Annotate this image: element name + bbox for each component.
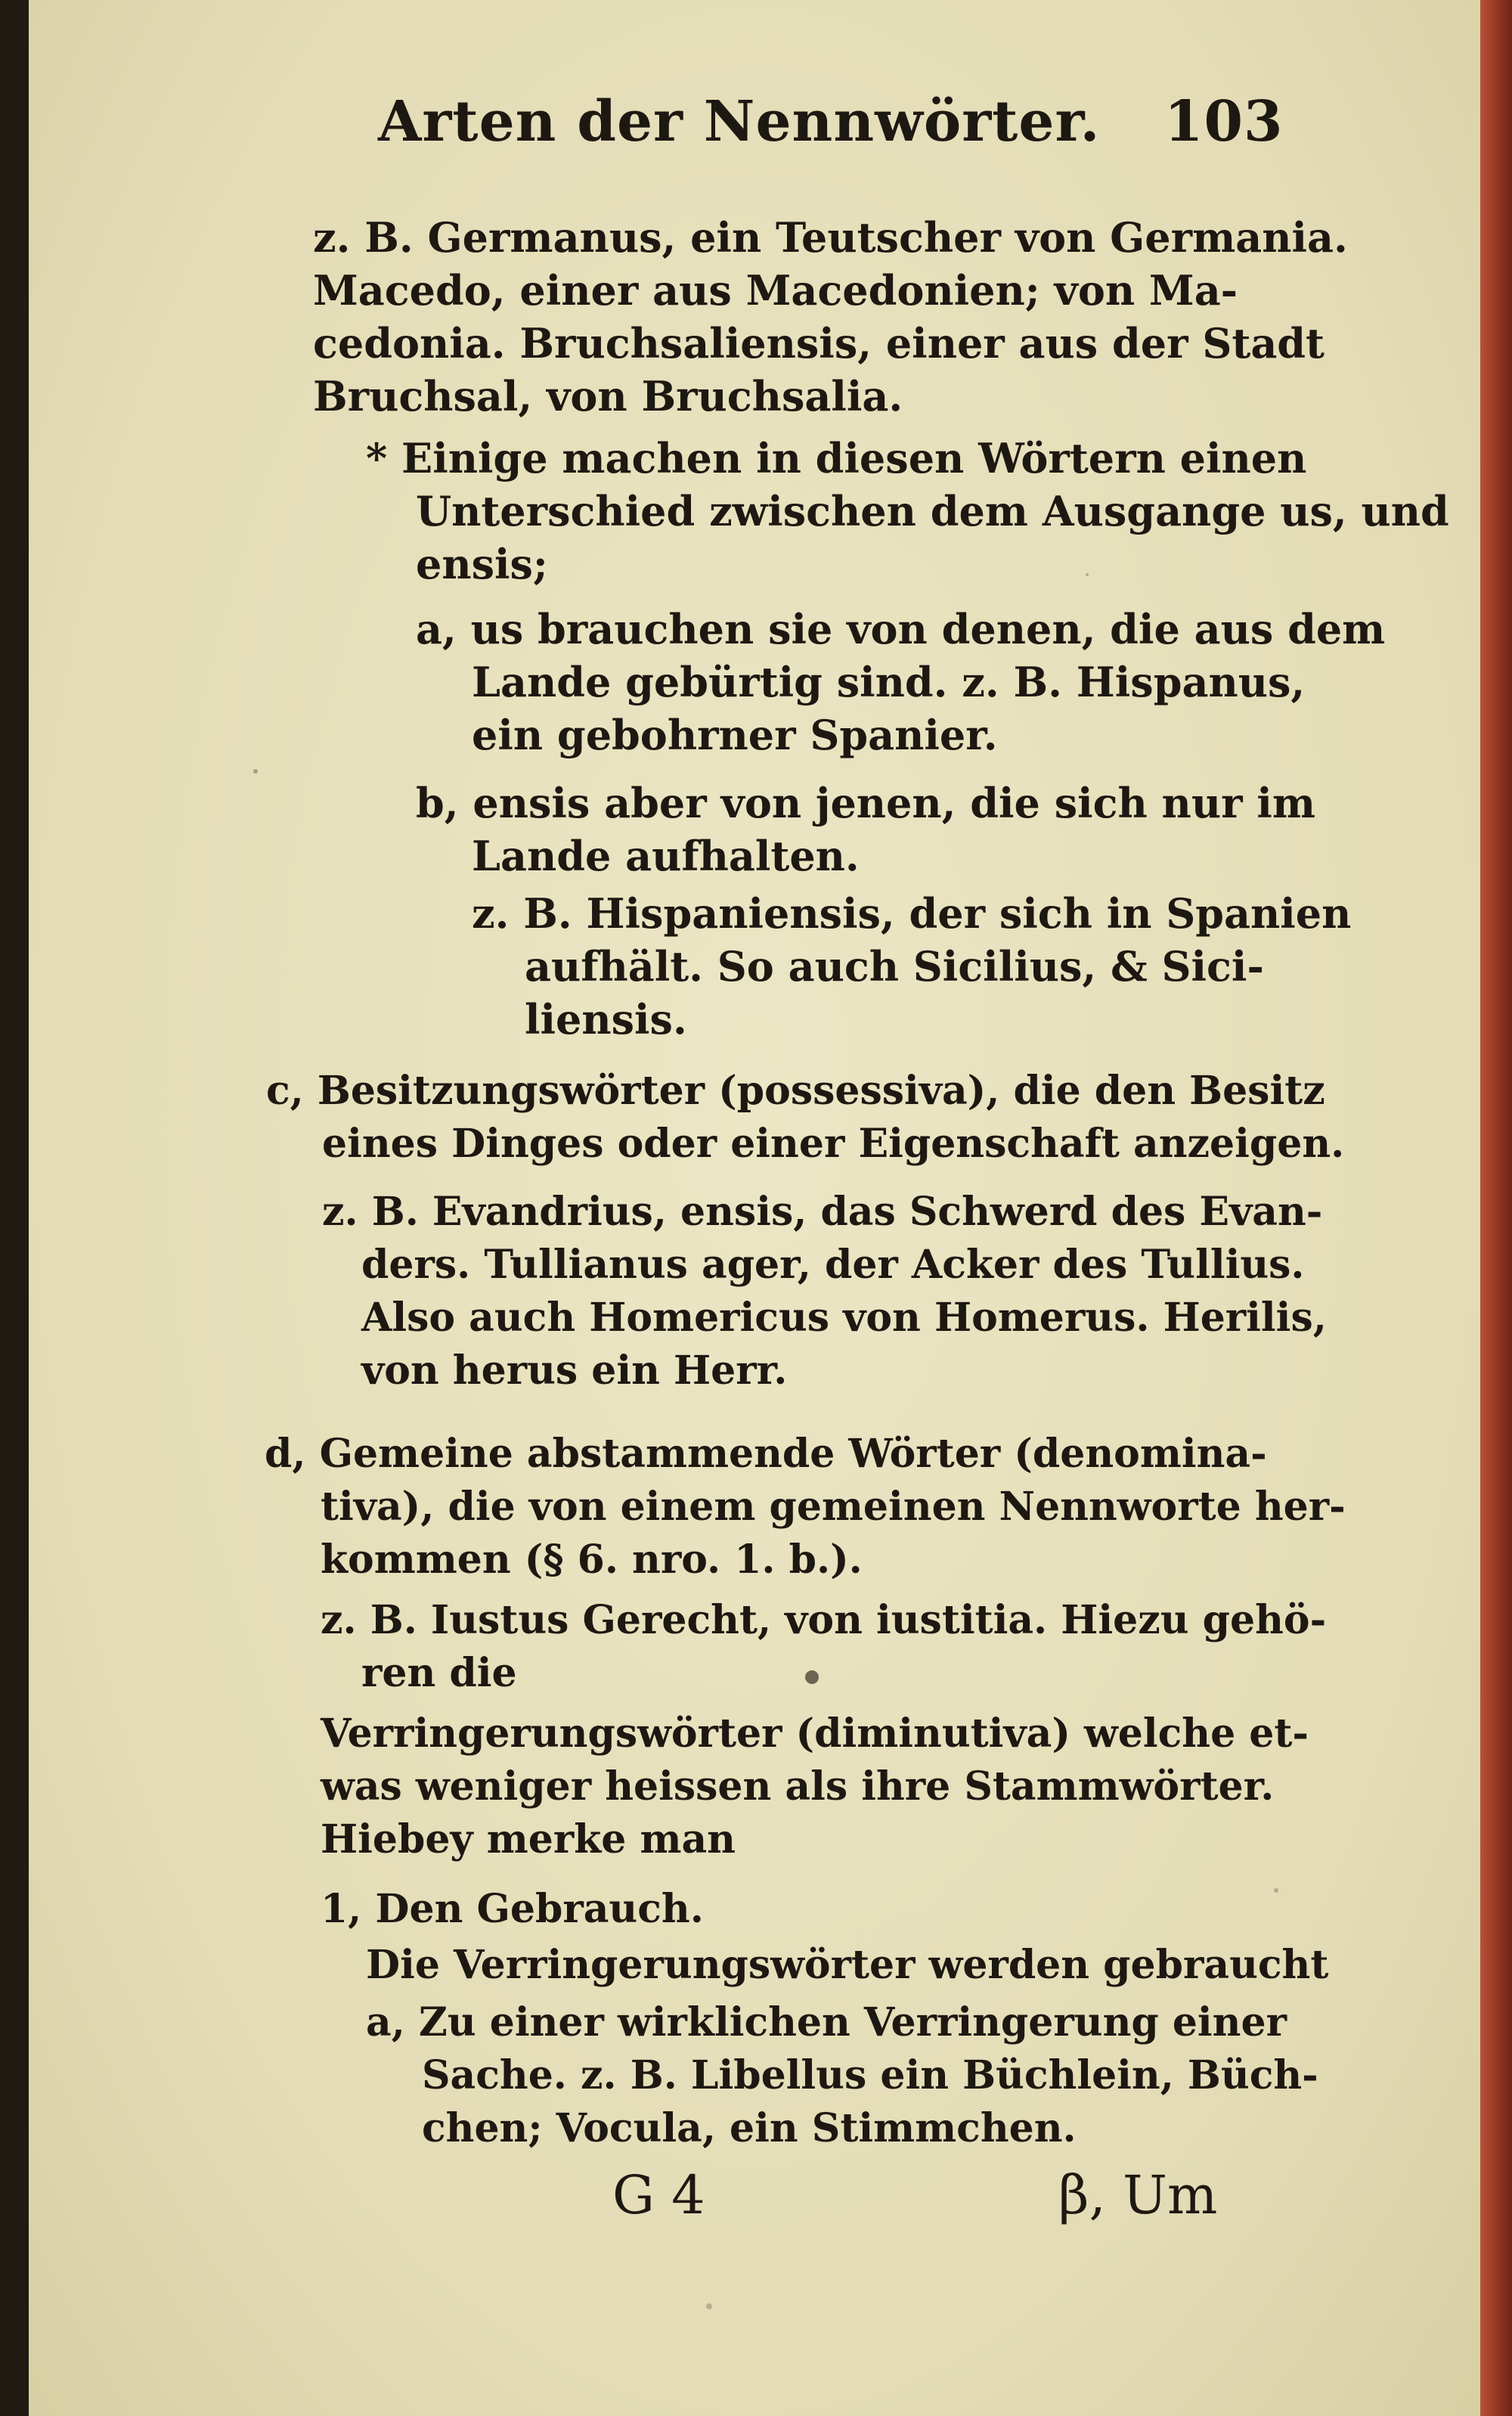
text-line: z. B. Germanus, ein Teutscher von Germania. bbox=[313, 213, 1348, 262]
text-line: cedonia. Bruchsaliensis, einer aus der Stadt bbox=[313, 319, 1325, 368]
text-line: Macedo, einer aus Macedonien; von Ma- bbox=[313, 266, 1238, 315]
text-line: eines Dinges oder einer Eigenschaft anzeigen. bbox=[322, 1121, 1345, 1167]
text-line: Bruchsal, von Bruchsalia. bbox=[313, 372, 903, 420]
text-line: z. B. Hispaniensis, der sich in Spanien bbox=[472, 889, 1352, 938]
text-line: Unterschied zwischen dem Ausgange us, und bbox=[416, 487, 1449, 535]
text-line: c, Besitzungswörter (possessiva), die den Besitz bbox=[266, 1068, 1325, 1114]
ink-blot bbox=[805, 1670, 819, 1684]
text-line: Also auch Homericus von Homerus. Herilis, bbox=[361, 1295, 1327, 1341]
page-number: 103 bbox=[1164, 89, 1284, 154]
text-line: Verringerungswörter (diminutiva) welche et- bbox=[321, 1710, 1309, 1757]
binding-edge bbox=[0, 0, 29, 2416]
catchword: β, Um bbox=[1058, 2164, 1218, 2226]
text-line: chen; Vocula, ein Stimmchen. bbox=[422, 2105, 1077, 2151]
text-line: tiva), die von einem gemeinen Nennworte her- bbox=[321, 1484, 1346, 1530]
signature-mark: G 4 bbox=[612, 2164, 705, 2226]
text-line: b, ensis aber von jenen, die sich nur im bbox=[416, 779, 1315, 827]
text-line: was weniger heissen als ihre Stammwörter. bbox=[321, 1763, 1275, 1810]
text-line: z. B. Iustus Gerecht, von iustitia. Hiezu gehö- bbox=[321, 1597, 1327, 1643]
text-line: Lande aufhalten. bbox=[472, 832, 860, 880]
text-line: 1, Den Gebrauch. bbox=[321, 1886, 704, 1932]
text-line: liensis. bbox=[525, 995, 687, 1044]
text-line: a, Zu einer wirklichen Verringerung einer bbox=[366, 1999, 1287, 2045]
text-line: aufhält. So auch Sicilius, & Sici- bbox=[525, 942, 1264, 991]
text-line: z. B. Evandrius, ensis, das Schwerd des Evan- bbox=[322, 1189, 1323, 1235]
text-line: Sache. z. B. Libellus ein Büchlein, Büch- bbox=[422, 2052, 1318, 2098]
text-line: Die Verringerungswörter werden gebraucht bbox=[366, 1942, 1329, 1988]
text-line: Lande gebürtig sind. z. B. Hispanus, bbox=[472, 658, 1306, 706]
text-line: ren die bbox=[361, 1650, 517, 1696]
text-line: d, Gemeine abstammende Wörter (denomina- bbox=[265, 1431, 1267, 1477]
text-line: ders. Tullianus ager, der Acker des Tullius. bbox=[361, 1242, 1305, 1288]
page-edge-red bbox=[1480, 0, 1512, 2416]
text-line: ensis; bbox=[416, 540, 548, 588]
text-line: ein gebohrner Spanier. bbox=[472, 711, 998, 759]
book-page bbox=[29, 0, 1482, 2416]
text-line: a, us brauchen sie von denen, die aus dem bbox=[416, 605, 1386, 653]
text-line: kommen (§ 6. nro. 1. b.). bbox=[321, 1537, 863, 1583]
running-head: Arten der Nennwörter. bbox=[378, 89, 1101, 154]
text-line: * Einige machen in diesen Wörtern einen bbox=[366, 434, 1307, 482]
text-line: Hiebey merke man bbox=[321, 1816, 736, 1862]
text-line: von herus ein Herr. bbox=[361, 1348, 788, 1394]
